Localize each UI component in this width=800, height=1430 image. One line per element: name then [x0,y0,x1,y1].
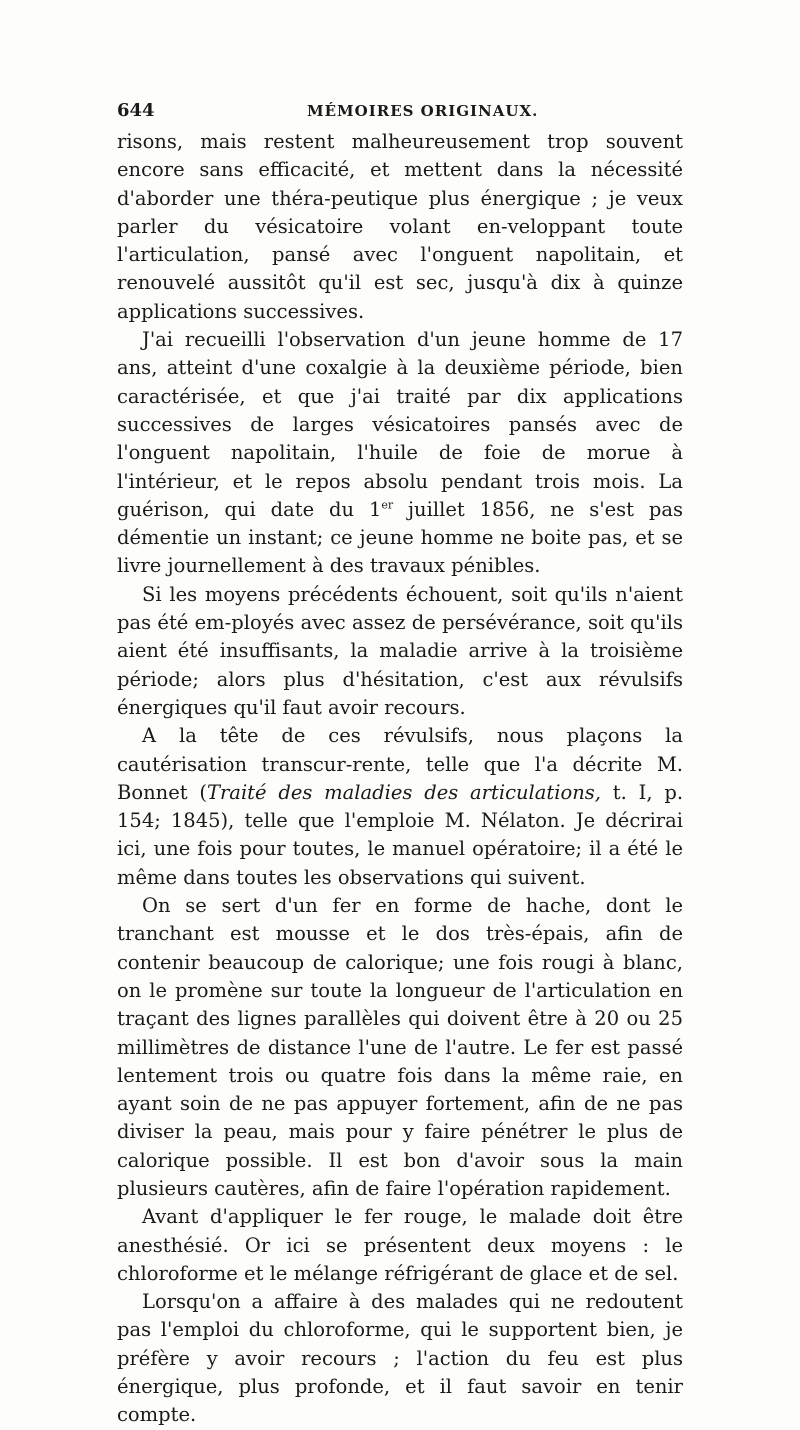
running-head: MÉMOIRES ORIGINAUX. [307,102,539,120]
citation-title: Traité des maladies des articulations, [206,780,601,804]
paragraph: Si les moyens précédents échouent, soit qu'ils n'aient pas été em-ployés avec assez de persévérance, soit qu'ils aient été insuffisants, la maladie arrive à la troisième période; alors plus d'hésitation, c'est aux révulsifs énergiques qu'il faut avoir recours. [117,582,683,719]
paragraph [117,326,683,581]
paragraph-text: J'ai recueilli l'observation d'un jeune homme de 17 ans, atteint d'une coxalgie à la deuxième période, bien caractérisée, et que j'ai traité par dix applications successives de larges vésicatoires pansés avec de l'onguent napolitain, l'huile de foie de morue à l'intérieur, et le repos absolu pendant trois mois. La guérison, qui date du 1 [117,328,683,521]
paragraph: On se sert d'un fer en forme de hache, dont le tranchant est mousse et le dos très-épais, afin de contenir beaucoup de calorique; une fois rougi à blanc, on le promène sur toute la longueur de l'articulation en traçant des lignes parallèles qui doivent être à 20 ou 25 millimètres de distance l'une de l'autre. Le fer est passé lentement trois ou quatre fois dans la même raie, en ayant soin de ne pas appuyer fortement, afin de ne pas diviser la peau, mais pour y faire pénétrer le plus de calorique possible. Il est bon d'avoir sous la main plusieurs cautères, afin de faire l'opération rapidement. [117,894,683,1200]
paragraph: risons, mais restent malheureusement trop souvent encore sans efficacité, et mettent dans la nécessité d'aborder une théra-peutique plus énergique ; je veux parler du vésicatoire volant en-veloppant toute l'articulation, pansé avec l'onguent napolitain, et renouvelé aussitôt qu'il est sec, jusqu'à dix à quinze applications successives. [117,130,683,323]
page-header [117,100,683,124]
body-text [117,128,683,1430]
ordinal-superscript: er [381,498,394,512]
paragraph-text: juillet 1856, ne s'est pas démentie un instant; ce jeune homme ne boite pas, et se livre journellement à des travaux pénibles. [117,497,683,578]
paragraph-text: t. I, p. 154; 1845), telle que l'emploie M. Nélaton. Je décrirai ici, une fois pour toutes, le manuel opératoire; il a été le même dans toutes les observations qui suivent. [117,780,684,889]
paragraph: Avant d'appliquer le fer rouge, le malade doit être anesthésié. Or ici se présentent deux moyens : le chloroforme et le mélange réfrigérant de glace et de sel. [117,1205,683,1285]
paragraph: Lorsqu'on a affaire à des malades qui ne redoutent pas l'emploi du chloroforme, qui le supportent bien, je préfère y avoir recours ; l'action du feu est plus énergique, plus profonde, et il faut savoir en tenir compte. [117,1290,683,1427]
page-number: 644 [117,100,155,121]
paragraph [117,722,683,892]
paragraph-text: A la tête de ces révulsifs, nous plaçons la cautérisation transcur-rente, telle que l'a décrite M. Bonnet ( [117,724,683,804]
